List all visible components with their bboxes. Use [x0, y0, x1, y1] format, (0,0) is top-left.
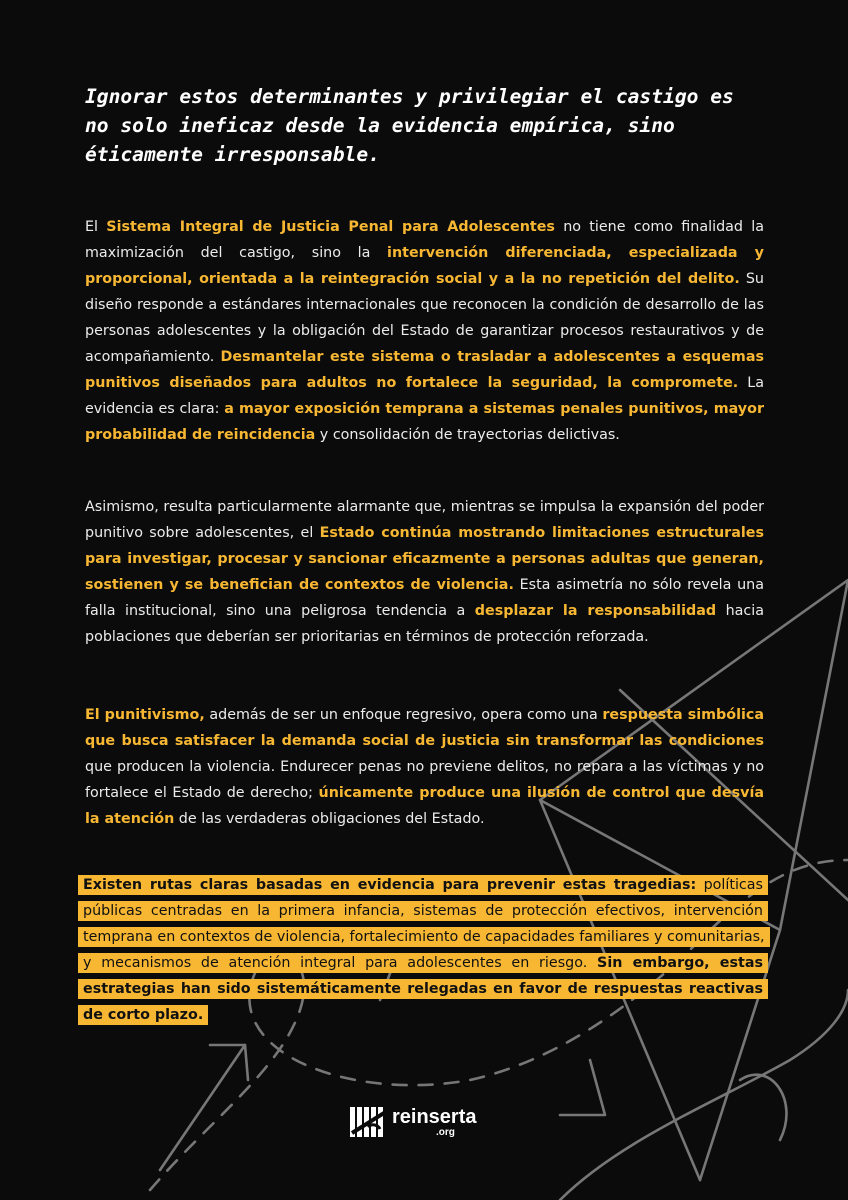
quote-line-2: no solo ineficaz desde la evidencia empírica, sino	[85, 114, 675, 137]
p3-highlight: únicamente produce una ilusión de control que desvía la atención	[85, 785, 764, 827]
logo-suffix: .org	[436, 1126, 455, 1138]
p1-highlight: intervención diferenciada, especializada y proporcional, orientada a la reintegración social y a la no repetición del delito.	[85, 245, 764, 287]
callout-text: políticas públicas centradas en la primera infancia, sistemas de protección efectivos, intervención temprana en contextos de violencia, fortalecimiento de capacidades familiares y comunitarias, y mecanismos de atención integral para adolescentes en riesgo.	[83, 877, 765, 971]
p2-text: hacia poblaciones que deberían ser prioritarias en términos de protección reforzada.	[85, 603, 765, 645]
p1-text: La evidencia es clara:	[85, 375, 764, 417]
p2-text: Esta asimetría no sólo revela una falla institucional, sino una peligrosa tendencia a	[85, 577, 764, 619]
p1-text: no tiene como finalidad la maximización del castigo, sino la	[85, 219, 764, 261]
p2-highlight: Estado continúa mostrando limitaciones estructurales para investigar, procesar y sancionar eficazmente a personas adultas que generan, sostienen y se benefician de contextos de violencia.	[85, 525, 764, 593]
paragraph-3	[85, 702, 764, 832]
highlighted-callout	[78, 872, 768, 1028]
p2-highlight: desplazar la responsabilidad	[474, 603, 717, 619]
logo-name: reinserta	[392, 1105, 477, 1128]
p3-text: de las verdaderas obligaciones del Estado.	[174, 811, 485, 827]
paragraph-1	[85, 214, 764, 448]
reinserta-logo	[350, 1105, 477, 1139]
quote-line-3: éticamente irresponsable.	[85, 143, 380, 166]
quote-line-1: Ignorar estos determinantes y privilegiar el castigo es	[85, 85, 734, 108]
pull-quote	[85, 82, 785, 169]
p1-text: El	[85, 219, 107, 235]
p1-highlight: Sistema Integral de Justicia Penal para Adolescentes	[106, 219, 555, 235]
p1-text: y consolidación de trayectorias delictivas.	[315, 427, 620, 443]
p3-text: que producen la violencia. Endurecer penas no previene delitos, no repara a las víctimas y no fortalece el Estado de derecho;	[85, 759, 764, 801]
p3-highlight: respuesta simbólica que busca satisfacer la demanda social de justicia sin transformar las condiciones	[85, 707, 764, 749]
p1-highlight: Desmantelar este sistema o trasladar a adolescentes a esquemas punitivos diseñados para adultos no fortalece la seguridad, la compromete.	[85, 349, 764, 391]
callout-bold: Sin embargo, estas estrategias han sido sistemáticamente relegadas en favor de respuestas reactivas de corto plazo.	[83, 955, 764, 1023]
reinserta-logo-icon	[350, 1105, 386, 1139]
p1-text: Su diseño responde a estándares internacionales que reconocen la condición de desarrollo de las personas adolescentes y la obligación del Estado de garantizar procesos restaurativos y de acompañamiento.	[85, 271, 764, 365]
paragraph-2	[85, 494, 764, 650]
p3-highlight: El punitivismo,	[85, 707, 205, 723]
p2-text: Asimismo, resulta particularmente alarmante que, mientras se impulsa la expansión del poder punitivo sobre adolescentes, el	[85, 499, 764, 541]
p3-text: además de ser un enfoque regresivo, opera como una	[204, 707, 603, 723]
p1-highlight: a mayor exposición temprana a sistemas penales punitivos, mayor probabilidad de reincidencia	[85, 401, 764, 443]
callout-bold: Existen rutas claras basadas en evidencia para prevenir estas tragedias:	[83, 877, 697, 893]
